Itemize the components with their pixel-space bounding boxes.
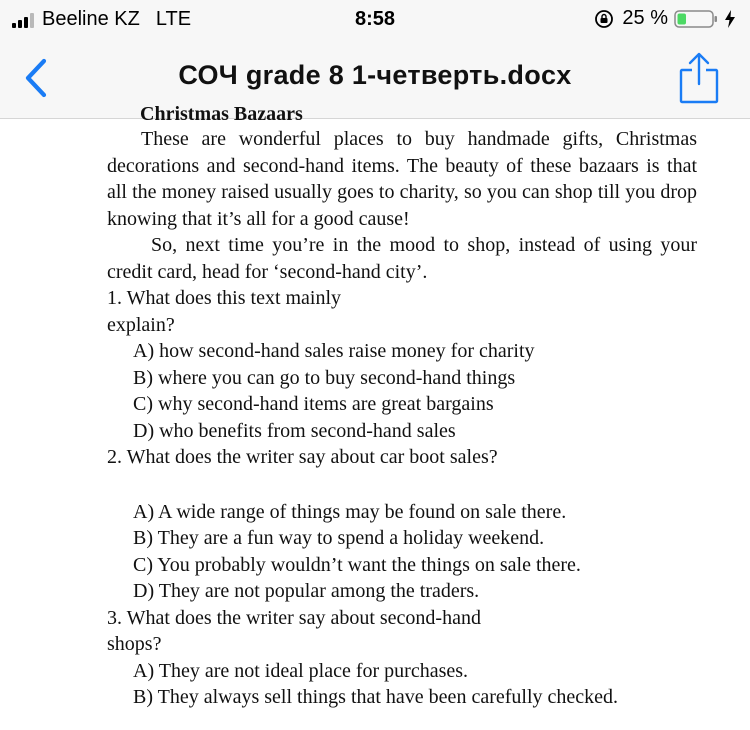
network-type: LTE (155, 8, 192, 30)
document-body (107, 126, 697, 711)
status-time: 8:58 (354, 8, 396, 30)
answer-option: B) They are a fun way to spend a holiday weekend. (133, 527, 545, 549)
carrier-name: Beeline KZ (42, 8, 140, 30)
status-right (594, 7, 736, 30)
paragraph-1 (107, 126, 697, 232)
answer-option: C) why second-hand items are great bargains (133, 393, 494, 415)
question-line: 2. What does the writer say about car boot sales? (107, 446, 498, 468)
navigation-bar (0, 40, 750, 119)
answer-option: C) You probably wouldn’t want the things on sale there. (133, 553, 581, 576)
answer-option: A) They are not ideal place for purchases. (133, 659, 469, 682)
paragraph-2-text: So, next time you’re in the mood to shop, instead of using your credit card, head for ‘second-hand city’. (107, 234, 697, 283)
question-3 (107, 605, 697, 711)
answer-option: A) how second-hand sales raise money for charity (133, 340, 535, 362)
section-heading: Christmas Bazaars (140, 103, 303, 125)
battery-icon (674, 9, 718, 29)
question-line: shops? (107, 633, 162, 655)
battery-percent: 25 % (622, 7, 668, 29)
document-title: СОЧ grade 8 1-четверть.docx (178, 60, 572, 90)
paragraph-2 (107, 232, 697, 285)
answer-option: A) A wide range of things may be found on sale there. (133, 500, 567, 523)
answer-option: D) They are not popular among the traders. (133, 580, 480, 602)
question-1 (107, 285, 697, 444)
question-2 (107, 444, 697, 605)
status-bar (0, 0, 750, 40)
question-line: explain? (107, 313, 175, 336)
answer-option: B) where you can go to buy second-hand things (133, 366, 516, 389)
answer-option: D) who benefits from second-hand sales (133, 419, 456, 442)
paragraph-1-text: These are wonderful places to buy handmade gifts, Christmas decorations and second-hand items. The beauty of these bazaars is that all the money raised usually goes to charity, so you can shop till you drop knowing that it’s all for a good cause! (107, 128, 697, 230)
document-viewer[interactable] (0, 103, 750, 730)
share-button[interactable] (678, 52, 720, 104)
answer-option: B) They always sell things that have been carefully checked. (133, 686, 619, 708)
charging-bolt-icon (724, 9, 736, 29)
question-line: 3. What does the writer say about second-hand (107, 606, 481, 629)
question-line: 1. What does this text mainly (107, 287, 342, 309)
rotation-lock-icon (594, 9, 614, 29)
